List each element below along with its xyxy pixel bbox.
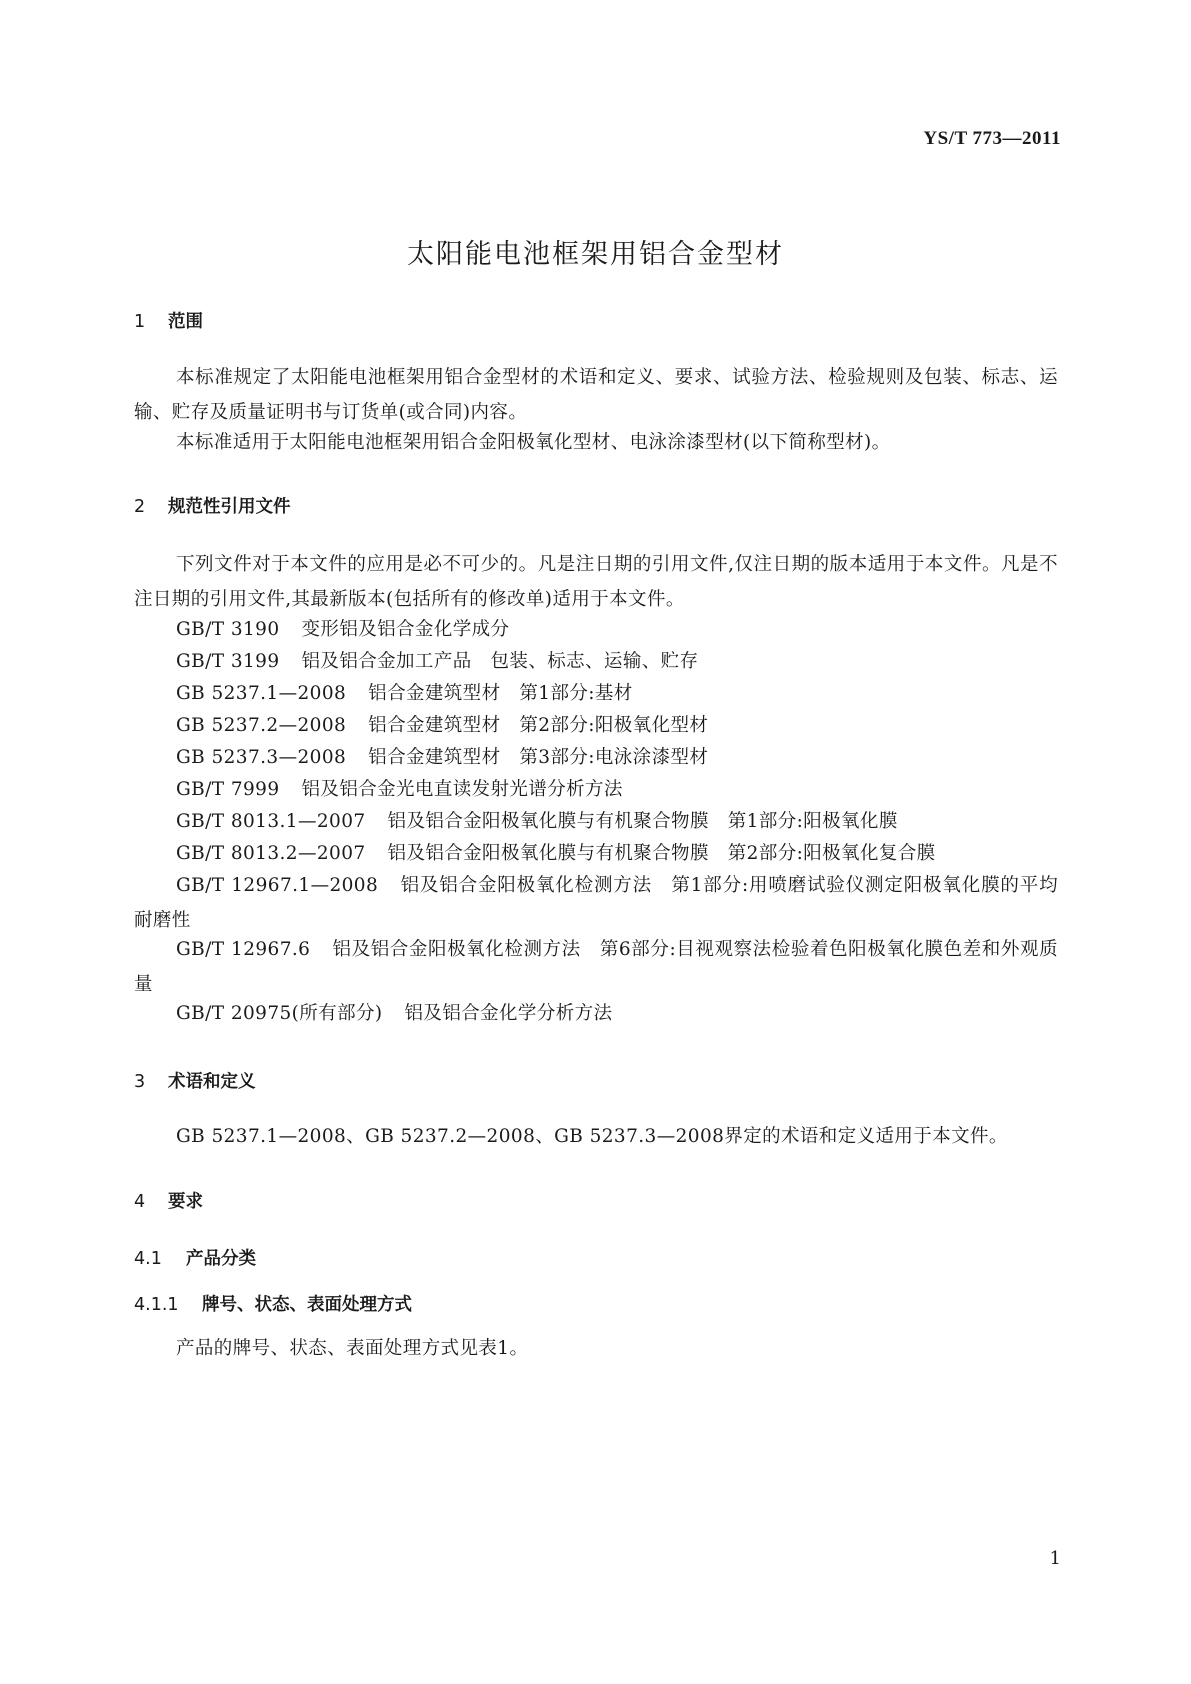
reference-item bbox=[176, 612, 509, 647]
section-number: 4 bbox=[134, 1192, 146, 1212]
reference-title: 变形铝及铝合金化学成分 bbox=[301, 619, 510, 640]
section-number: 4.1 bbox=[134, 1249, 162, 1269]
section-title: 产品分类 bbox=[186, 1249, 256, 1269]
section-title: 要求 bbox=[168, 1192, 203, 1212]
reference-item bbox=[134, 932, 1058, 1002]
section-3-heading bbox=[134, 1068, 256, 1093]
reference-code: GB/T 8013.1—2007 bbox=[176, 811, 366, 832]
reference-title: 铝合金建筑型材 第3部分:电泳涂漆型材 bbox=[368, 747, 709, 768]
reference-title: 铝及铝合金阳极氧化检测方法 第1部分:用喷磨试验仪测定阳极氧化膜的平均耐磨性 bbox=[134, 875, 1058, 931]
reference-code: GB/T 3190 bbox=[176, 619, 280, 640]
reference-title: 铝及铝合金加工产品 包装、标志、运输、贮存 bbox=[301, 651, 699, 672]
reference-code: GB 5237.2—2008 bbox=[176, 715, 347, 736]
reference-title: 铝合金建筑型材 第1部分:基材 bbox=[368, 683, 633, 704]
reference-item bbox=[176, 676, 633, 711]
section-4-1-1-heading bbox=[134, 1291, 412, 1316]
reference-title: 铝及铝合金阳极氧化检测方法 第6部分:目视观察法检验着色阳极氧化膜色差和外观质量 bbox=[134, 939, 1058, 995]
section-4-1-1-paragraph: 产品的牌号、状态、表面处理方式见表1。 bbox=[176, 1338, 529, 1359]
document-title: 太阳能电池框架用铝合金型材 bbox=[407, 239, 784, 270]
section-1-paragraph-2: 本标准适用于太阳能电池框架用铝合金阳极氧化型材、电泳涂漆型材(以下简称型材)。 bbox=[176, 432, 891, 453]
page-number: 1 bbox=[1049, 1548, 1061, 1569]
section-title: 牌号、状态、表面处理方式 bbox=[202, 1295, 412, 1315]
section-title: 规范性引用文件 bbox=[168, 497, 291, 517]
reference-code: GB 5237.3—2008 bbox=[176, 747, 347, 768]
section-number: 3 bbox=[134, 1072, 146, 1092]
reference-title: 铝及铝合金阳极氧化膜与有机聚合物膜 第1部分:阳极氧化膜 bbox=[387, 811, 898, 832]
reference-item bbox=[176, 772, 623, 807]
reference-item bbox=[176, 740, 708, 775]
section-2-intro: 下列文件对于本文件的应用是必不可少的。凡是注日期的引用文件,仅注日期的版本适用于本文件。凡是不注日期的引用文件,其最新版本(包括所有的修改单)适用于本文件。 bbox=[134, 554, 1058, 610]
section-1-paragraph-1: 本标准规定了太阳能电池框架用铝合金型材的术语和定义、要求、试验方法、检验规则及包装、标志、运输、贮存及质量证明书与订货单(或合同)内容。 bbox=[134, 367, 1058, 423]
reference-code: GB/T 3199 bbox=[176, 651, 280, 672]
reference-code: GB/T 12967.6 bbox=[176, 939, 311, 960]
reference-code: GB/T 12967.1—2008 bbox=[176, 875, 379, 896]
reference-item bbox=[176, 708, 708, 743]
standard-code: YS/T 773—2011 bbox=[923, 128, 1061, 149]
section-number: 2 bbox=[134, 497, 146, 517]
section-4-heading bbox=[134, 1188, 203, 1213]
reference-item bbox=[176, 804, 898, 839]
section-3-paragraph: GB 5237.1—2008、GB 5237.2—2008、GB 5237.3—2008界定的术语和定义适用于本文件。 bbox=[176, 1126, 1008, 1147]
reference-item bbox=[176, 836, 936, 871]
section-4-1-heading bbox=[134, 1245, 256, 1270]
reference-title: 铝及铝合金化学分析方法 bbox=[404, 1003, 613, 1024]
reference-title: 铝合金建筑型材 第2部分:阳极氧化型材 bbox=[368, 715, 709, 736]
section-1-heading bbox=[134, 308, 203, 333]
section-number: 4.1.1 bbox=[134, 1295, 179, 1315]
reference-title: 铝及铝合金阳极氧化膜与有机聚合物膜 第2部分:阳极氧化复合膜 bbox=[387, 843, 936, 864]
section-2-heading bbox=[134, 493, 291, 518]
reference-item bbox=[176, 644, 698, 679]
section-number: 1 bbox=[134, 312, 146, 332]
reference-code: GB/T 8013.2—2007 bbox=[176, 843, 366, 864]
reference-item bbox=[176, 996, 612, 1031]
reference-code: GB/T 20975(所有部分) bbox=[176, 1003, 383, 1024]
reference-code: GB/T 7999 bbox=[176, 779, 280, 800]
reference-title: 铝及铝合金光电直读发射光谱分析方法 bbox=[301, 779, 623, 800]
reference-code: GB 5237.1—2008 bbox=[176, 683, 347, 704]
section-title: 术语和定义 bbox=[168, 1072, 256, 1092]
reference-item bbox=[134, 868, 1058, 938]
section-title: 范围 bbox=[168, 312, 203, 332]
